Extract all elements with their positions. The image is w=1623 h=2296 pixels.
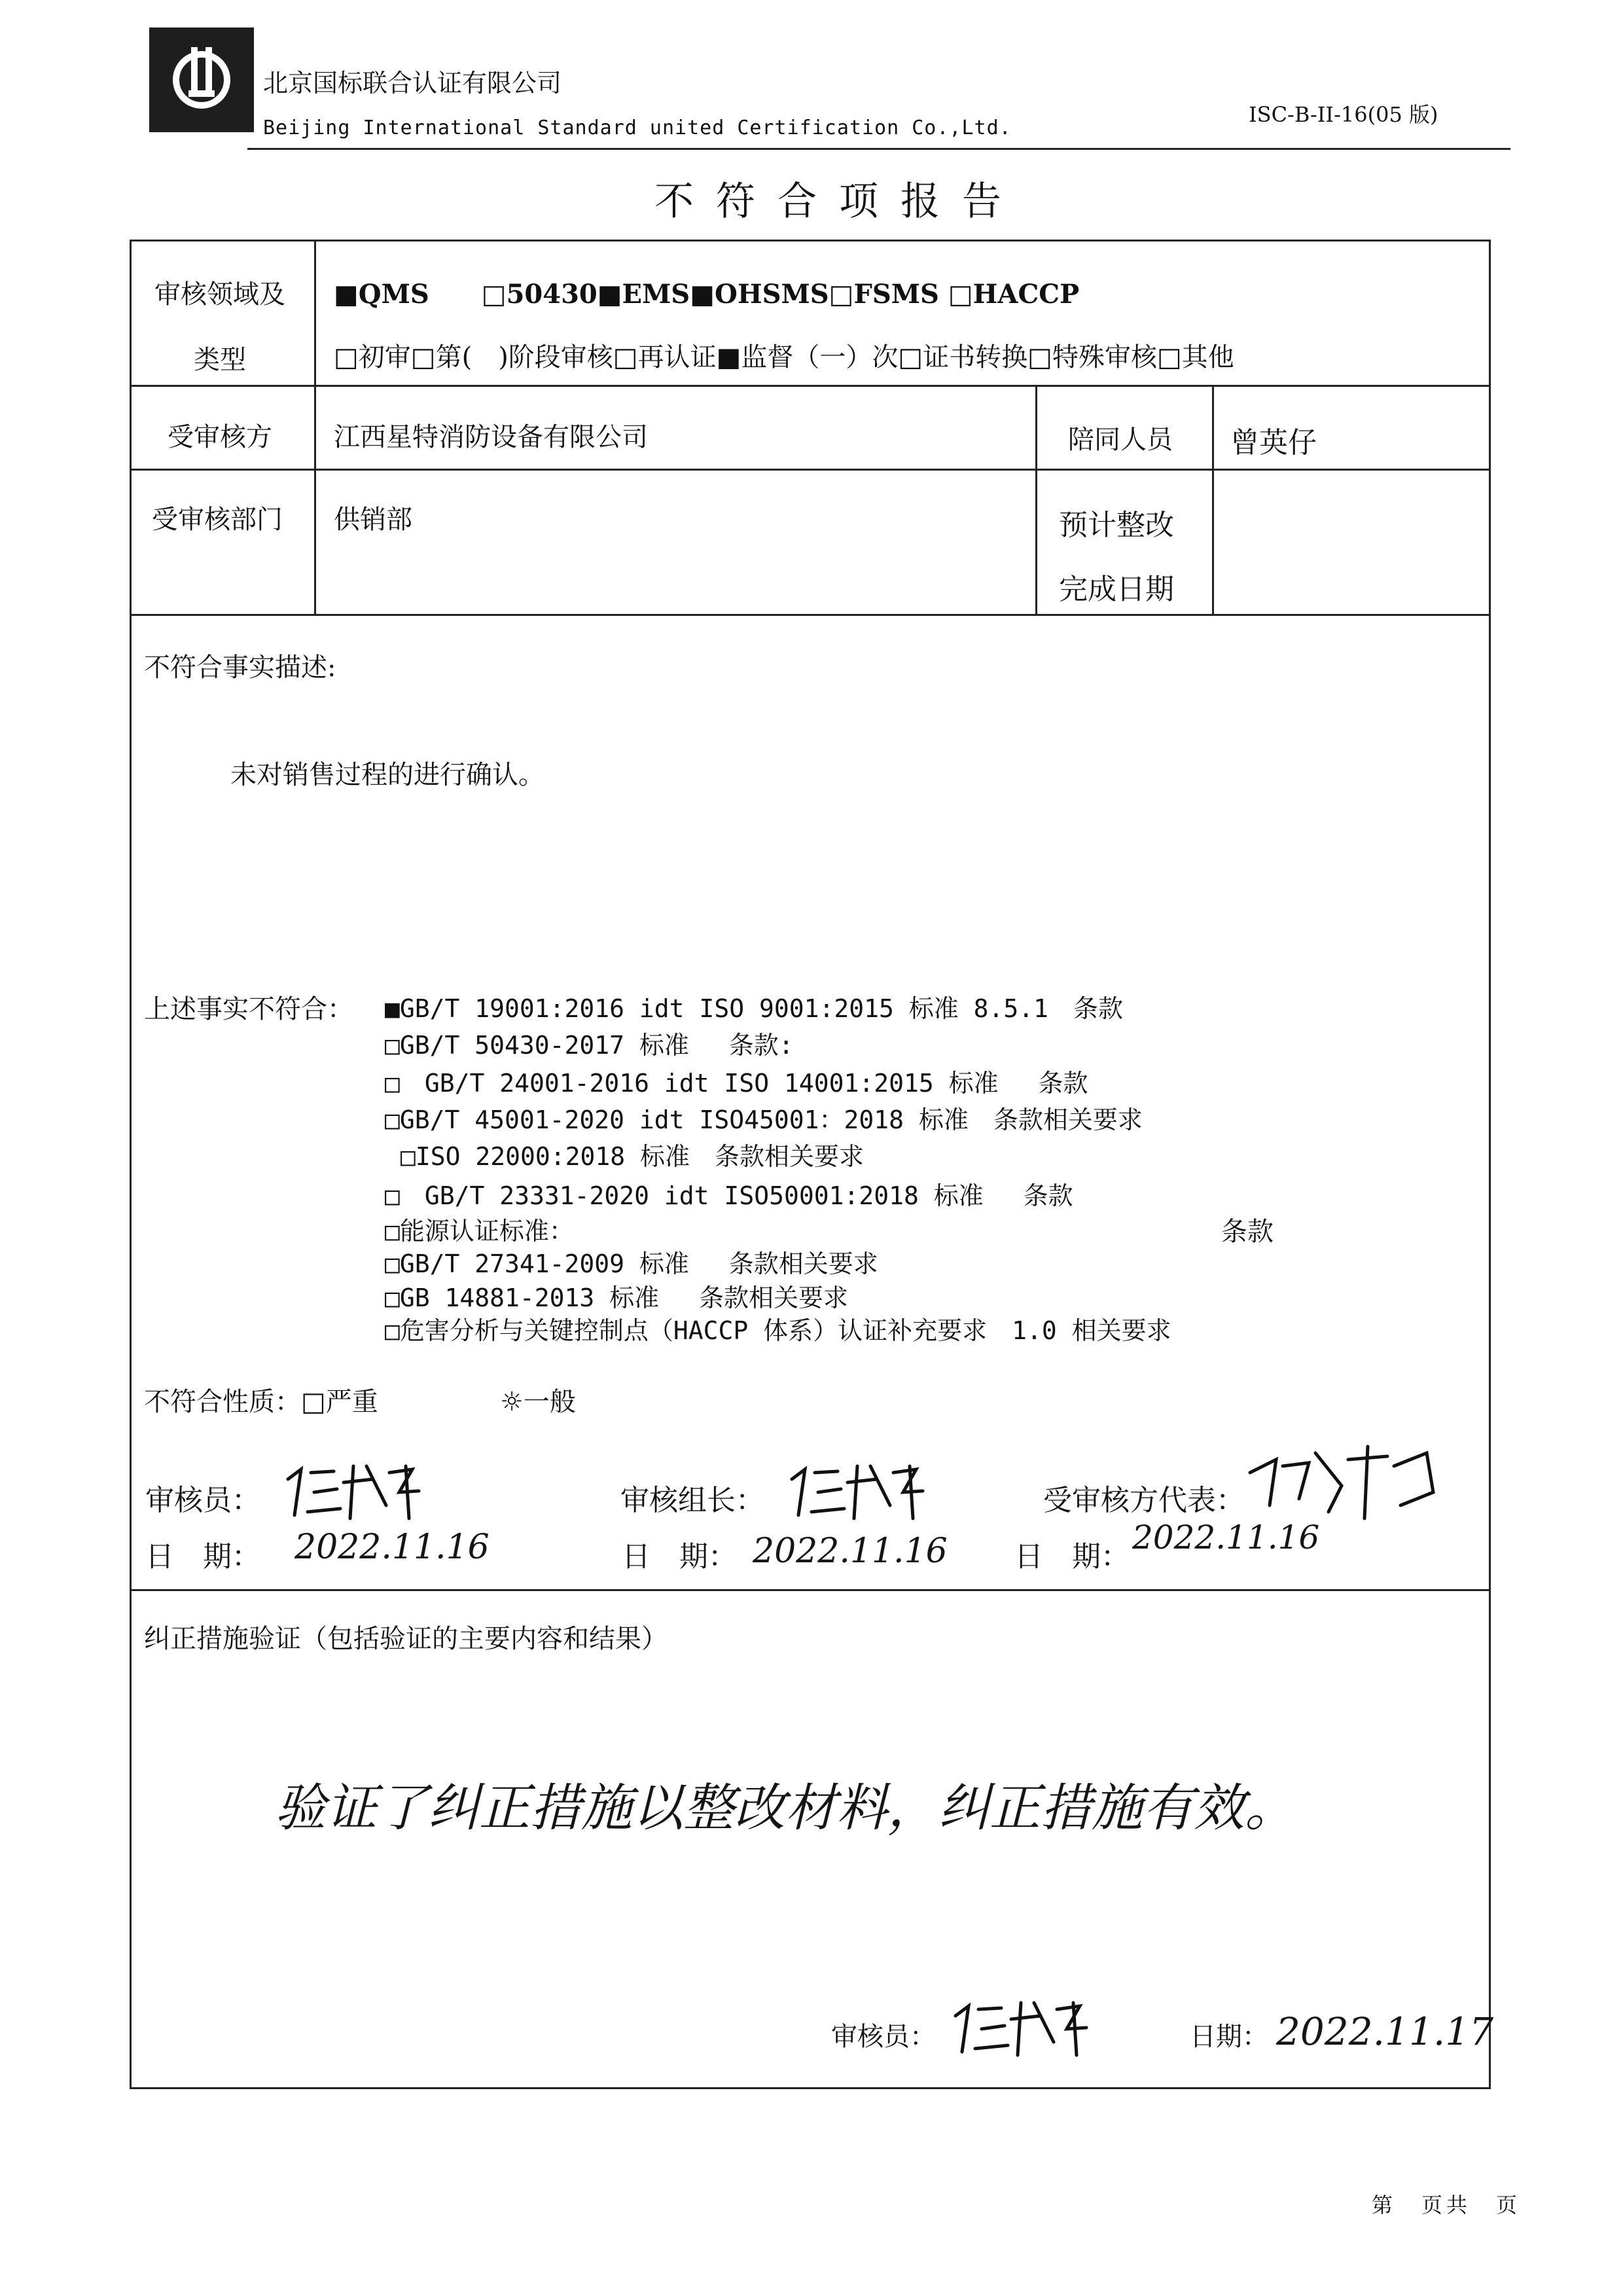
due-date-label: 预计整改 xyxy=(1059,509,1174,542)
department-value: 供销部 xyxy=(334,505,412,535)
row-divider xyxy=(130,1589,1491,1591)
clause-item: ■GB/T 19001:2016 idt ISO 9001:2015 标准 8.5.1 条款 xyxy=(385,994,1123,1023)
verification-auditor-signature xyxy=(942,1990,1099,2062)
page-number: 第 页共 页 xyxy=(1372,2193,1522,2217)
verification-auditor-label: 审核员： xyxy=(831,2022,936,2052)
bisc-logo-icon xyxy=(149,27,254,132)
auditor-signature xyxy=(275,1453,432,1525)
clause-item: □GB/T 27341-2009 标准 条款相关要求 xyxy=(385,1249,878,1278)
escort-value: 曾英仔 xyxy=(1230,426,1317,459)
clause-item: □ GB/T 23331-2020 idt ISO50001:2018 标准 条款 xyxy=(385,1181,1073,1210)
clause-item: □ISO 22000:2018 标准 条款相关要求 xyxy=(401,1142,865,1171)
auditor-date-label: 日 期： xyxy=(145,1540,260,1573)
clause-item: □能源认证标准： xyxy=(385,1217,574,1246)
company-name-cn: 北京国标联合认证有限公司 xyxy=(263,69,562,98)
nature-general: ☼一般 xyxy=(500,1387,576,1417)
domain-type-label-2: 类型 xyxy=(194,345,246,375)
header-rule xyxy=(247,148,1510,150)
leader-label: 审核组长： xyxy=(620,1484,764,1517)
row-divider xyxy=(130,614,1491,616)
auditee-rep-date: 2022.11.16 xyxy=(1132,1518,1320,1556)
form-code: ISC-B-II-16(05 版) xyxy=(1249,102,1438,127)
nature-label: 不符合性质：□严重 xyxy=(144,1387,378,1417)
row-divider xyxy=(130,385,1491,387)
clause-item: □GB/T 50430-2017 标准 条款: xyxy=(385,1031,794,1060)
fact-label: 不符合事实描述: xyxy=(144,653,336,683)
verification-handwritten: 验证了纠正措施以整改材料，纠正措施有效。 xyxy=(275,1779,1296,1838)
auditor-date: 2022.11.16 xyxy=(294,1528,490,1567)
audit-types: □初审□第( )阶段审核□再认证■监督（一）次□证书转换□特殊审核□其他 xyxy=(334,342,1234,372)
clause-item: □ GB/T 24001-2016 idt ISO 14001:2015 标准 条款 xyxy=(385,1069,1088,1098)
domain-type-label: 审核领域及 xyxy=(154,279,285,310)
column-divider xyxy=(1035,385,1037,615)
audit-domains: ■QMS □50430■EMS■OHSMS□FSMS □HACCP xyxy=(334,279,1080,310)
document-title: 不符合项报告 xyxy=(654,179,1024,224)
clause-item: □GB/T 45001-2020 idt ISO45001：2018 标准 条款相关要求 xyxy=(385,1105,1143,1134)
clause-item: □GB 14881-2013 标准 条款相关要求 xyxy=(385,1283,849,1312)
leader-signature xyxy=(779,1453,936,1525)
leader-date: 2022.11.16 xyxy=(753,1532,948,1571)
clause-item: □危害分析与关键控制点（HACCP 体系）认证补充要求 1.0 相关要求 xyxy=(385,1316,1171,1345)
row-divider xyxy=(130,469,1491,471)
auditee-rep-label: 受审核方代表： xyxy=(1043,1484,1245,1517)
due-date-label-2: 完成日期 xyxy=(1059,573,1174,606)
verification-date: 2022.11.17 xyxy=(1276,2009,1494,2054)
auditor-label: 审核员： xyxy=(145,1484,260,1517)
escort-label: 陪同人员 xyxy=(1068,425,1173,455)
verification-date-label: 日期： xyxy=(1190,2022,1268,2052)
clause-lead: 上述事实不符合： xyxy=(144,994,353,1024)
auditee-rep-date-label: 日 期： xyxy=(1014,1540,1130,1573)
verification-label: 纠正措施验证（包括验证的主要内容和结果） xyxy=(144,1624,668,1654)
fact-text: 未对销售过程的进行确认。 xyxy=(230,760,544,790)
energy-clause-suffix: 条款 xyxy=(1221,1217,1274,1247)
column-divider xyxy=(1212,385,1214,615)
department-label: 受审核部门 xyxy=(152,505,283,535)
column-divider xyxy=(314,240,316,615)
leader-date-label: 日 期： xyxy=(622,1540,737,1573)
auditee-value: 江西星特消防设备有限公司 xyxy=(334,422,648,452)
company-name-en: Beijing International Standard united Certification Co.,Ltd. xyxy=(263,117,1012,139)
auditee-rep-signature xyxy=(1237,1433,1446,1532)
auditee-label: 受审核方 xyxy=(168,422,272,452)
